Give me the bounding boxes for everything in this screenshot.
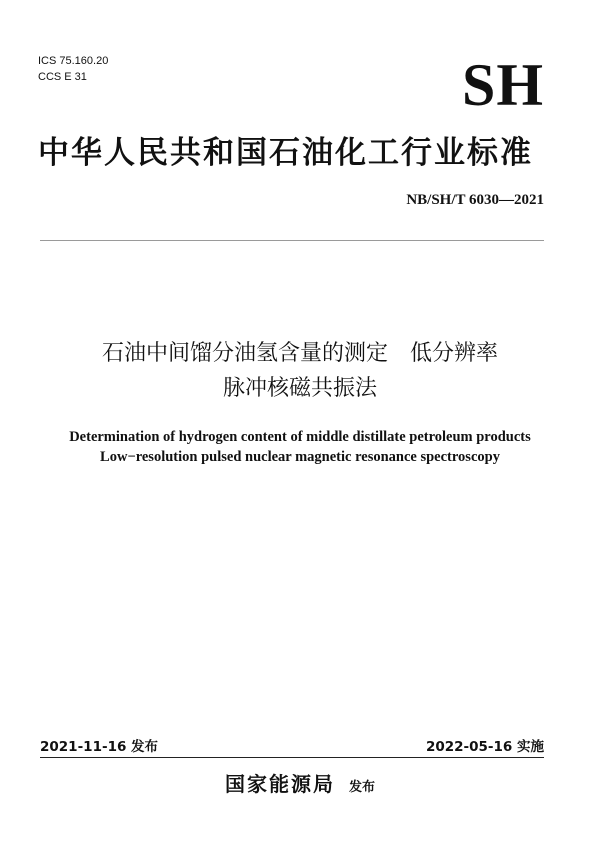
sh-logo: SH	[461, 52, 544, 118]
header-divider	[40, 240, 544, 241]
publisher-action: 发布	[348, 780, 375, 795]
ics-code: ICS 75.160.20	[38, 55, 109, 67]
english-title-line-2: Low−resolution pulsed nuclear magnetic resonance spectroscopy	[100, 449, 500, 465]
industry-standard-title: 中华人民共和国石油化工行业标准	[38, 135, 533, 171]
ccs-code: CCS E 31	[38, 71, 87, 83]
publisher-line	[0, 768, 600, 797]
standard-number: NB/SH/T 6030—2021	[406, 192, 544, 208]
issue-date: 2021-11-16 发布	[40, 739, 159, 755]
chinese-title-line-1: 石油中间馏分油氢含量的测定 低分辨率	[101, 341, 498, 366]
publisher-name: 国家能源局	[224, 772, 335, 796]
english-title-line-1: Determination of hydrogen content of middle distillate petroleum products	[69, 429, 531, 445]
chinese-title-line-2: 脉冲核磁共振法	[222, 376, 377, 401]
implementation-date: 2022-05-16 实施	[425, 739, 544, 755]
footer-divider	[40, 757, 544, 758]
